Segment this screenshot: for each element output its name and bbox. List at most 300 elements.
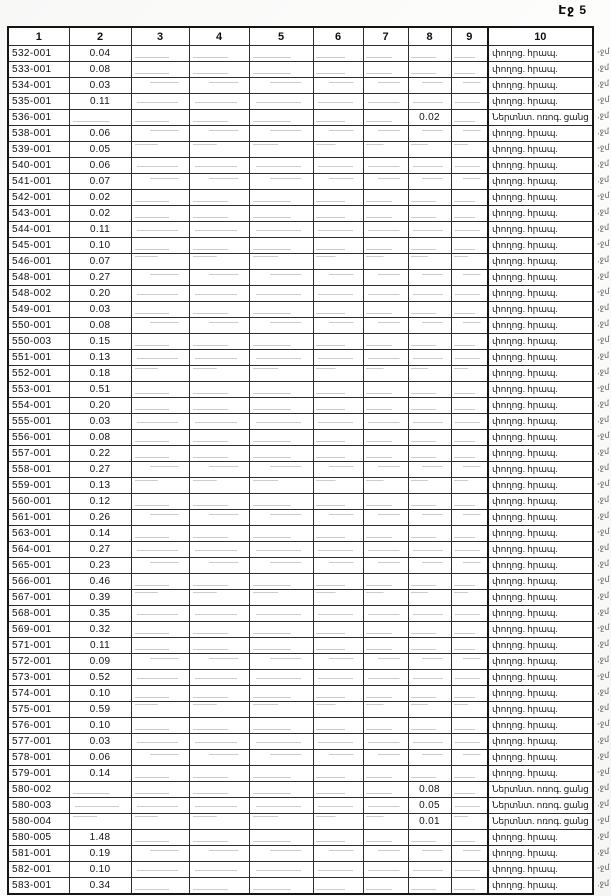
cell-value-col2: 0.27 (69, 462, 131, 478)
cell-value-col2: 0.08 (69, 62, 131, 78)
cell-code: 552-001 (8, 366, 69, 382)
cell-code: 565-001 (8, 558, 69, 574)
table-row (8, 270, 593, 286)
cell-blank (249, 254, 313, 270)
cell-value-col2: 0.22 (69, 446, 131, 462)
cell-value-col2: 0.13 (69, 478, 131, 494)
cell-blank (313, 334, 363, 350)
cell-blank (451, 46, 488, 62)
cell-blank (363, 878, 408, 895)
cell-value-col2: 0.07 (69, 174, 131, 190)
cell-blank (249, 174, 313, 190)
cell-blank (249, 222, 313, 238)
cell-blank (313, 798, 363, 814)
cell-value-col2: 0.05 (69, 142, 131, 158)
cell-blank (249, 510, 313, 526)
margin-mark: .ջմ (596, 830, 610, 841)
cell-description: փողոց. հրապ. (488, 590, 593, 606)
cell-value-col2: 0.03 (69, 734, 131, 750)
cell-blank (249, 94, 313, 110)
table-row (8, 62, 593, 78)
cell-code: 580-002 (8, 782, 69, 798)
cell-blank (249, 142, 313, 158)
cell-description: փողոց. հրապ. (488, 510, 593, 526)
cell-description: փողոց. հրապ. (488, 302, 593, 318)
cell-value-col2: 0.06 (69, 750, 131, 766)
cell-description: փողոց. հրապ. (488, 702, 593, 718)
cell-value-col2: 0.06 (69, 126, 131, 142)
cell-blank (313, 206, 363, 222)
cell-blank (313, 862, 363, 878)
cell-blank (451, 430, 488, 446)
cell-blank (363, 526, 408, 542)
cell-value-col8 (408, 254, 451, 270)
table-row (8, 622, 593, 638)
cell-blank (131, 574, 189, 590)
cell-blank (189, 222, 249, 238)
cell-value-col2: 0.02 (69, 190, 131, 206)
cell-value-col8 (408, 830, 451, 846)
cell-blank (249, 558, 313, 574)
cell-blank (131, 510, 189, 526)
cell-blank (249, 814, 313, 830)
cell-blank (451, 558, 488, 574)
cell-value-col8 (408, 222, 451, 238)
cell-code: 583-001 (8, 878, 69, 895)
cell-blank (451, 414, 488, 430)
cell-description: փողոց. հրապ. (488, 670, 593, 686)
cell-description: փողոց. հրապ. (488, 222, 593, 238)
cell-code: 566-001 (8, 574, 69, 590)
cell-description: փողոց. հրապ. (488, 654, 593, 670)
cell-blank (451, 78, 488, 94)
cell-blank (131, 782, 189, 798)
cell-blank (249, 654, 313, 670)
cell-blank (451, 334, 488, 350)
margin-mark: .ջմ (596, 846, 610, 857)
cell-code: 567-001 (8, 590, 69, 606)
cell-blank (451, 350, 488, 366)
cell-description: փողոց. հրապ. (488, 46, 593, 62)
cell-code: 563-001 (8, 526, 69, 542)
cell-blank (363, 782, 408, 798)
cell-blank (451, 222, 488, 238)
table-row (8, 878, 593, 895)
cell-blank (131, 286, 189, 302)
cell-value-col2: 0.27 (69, 270, 131, 286)
column-header-9: 9 (451, 27, 488, 46)
cell-description: փողոց. հրապ. (488, 430, 593, 446)
cell-code: 549-001 (8, 302, 69, 318)
cell-blank (249, 238, 313, 254)
margin-mark: -ջմ (596, 142, 610, 153)
cell-blank (189, 62, 249, 78)
cell-value-col2: 0.19 (69, 846, 131, 862)
cell-value-col8 (408, 78, 451, 94)
cell-code: 548-001 (8, 270, 69, 286)
margin-mark: -ջմ (596, 430, 610, 441)
cell-blank (131, 734, 189, 750)
cell-code: 560-001 (8, 494, 69, 510)
cell-value-col2: 0.06 (69, 158, 131, 174)
table-row (8, 750, 593, 766)
cell-code: 546-001 (8, 254, 69, 270)
cell-description: փողոց. հրապ. (488, 718, 593, 734)
cell-blank (363, 862, 408, 878)
cell-blank (363, 558, 408, 574)
cell-blank (451, 382, 488, 398)
cell-blank (249, 62, 313, 78)
cell-blank (313, 126, 363, 142)
cell-blank (451, 542, 488, 558)
cell-code: 542-001 (8, 190, 69, 206)
cell-code: 561-001 (8, 510, 69, 526)
cell-description: փողոց. հրապ. (488, 238, 593, 254)
cell-value-col8 (408, 510, 451, 526)
cell-blank (249, 366, 313, 382)
cell-blank (363, 254, 408, 270)
cell-blank (189, 702, 249, 718)
cell-blank (131, 398, 189, 414)
cell-blank (451, 814, 488, 830)
cell-value-col2: 0.12 (69, 494, 131, 510)
cell-blank (249, 270, 313, 286)
cell-description: փողոց. հրապ. (488, 94, 593, 110)
cell-value-col8 (408, 590, 451, 606)
cell-blank (363, 686, 408, 702)
cell-code: 568-001 (8, 606, 69, 622)
cell-code: 579-001 (8, 766, 69, 782)
cell-blank (249, 446, 313, 462)
cell-value-col8 (408, 862, 451, 878)
cell-blank (451, 478, 488, 494)
cell-blank (189, 110, 249, 126)
margin-mark: .ջմ (596, 446, 610, 457)
cell-blank (131, 494, 189, 510)
cell-code: 550-003 (8, 334, 69, 350)
cell-value-col8 (408, 270, 451, 286)
cell-value-col8 (408, 414, 451, 430)
table-row (8, 302, 593, 318)
cell-blank (451, 734, 488, 750)
cell-blank (451, 862, 488, 878)
cell-blank (451, 174, 488, 190)
margin-mark: .ջմ (596, 270, 610, 281)
cell-blank (363, 654, 408, 670)
cell-blank (189, 734, 249, 750)
cell-blank (313, 190, 363, 206)
cell-blank (189, 654, 249, 670)
table-row (8, 654, 593, 670)
cell-value-col8 (408, 318, 451, 334)
cell-blank (189, 606, 249, 622)
cell-value-col2: 0.02 (69, 206, 131, 222)
cell-blank (189, 446, 249, 462)
cell-blank (313, 350, 363, 366)
cell-blank (363, 702, 408, 718)
margin-mark: -ջմ (596, 190, 610, 201)
margin-mark: -ջմ (596, 286, 610, 297)
cell-blank (451, 366, 488, 382)
table-row (8, 510, 593, 526)
cell-value-col2: 0.03 (69, 414, 131, 430)
margin-mark: .ջմ (596, 782, 610, 793)
cell-blank (313, 622, 363, 638)
cell-blank (313, 830, 363, 846)
cell-blank (313, 750, 363, 766)
cell-description: փողոց. հրապ. (488, 382, 593, 398)
cell-blank (249, 574, 313, 590)
cell-blank (249, 190, 313, 206)
cell-code: 555-001 (8, 414, 69, 430)
cell-blank (363, 638, 408, 654)
cell-value-col8 (408, 686, 451, 702)
margin-mark: -ջմ (596, 574, 610, 585)
cell-blank (363, 382, 408, 398)
cell-blank (249, 430, 313, 446)
table-row (8, 670, 593, 686)
cell-blank (249, 110, 313, 126)
cell-blank (313, 302, 363, 318)
cell-blank (131, 302, 189, 318)
cell-blank (249, 126, 313, 142)
cell-value-col8 (408, 750, 451, 766)
cell-blank (313, 414, 363, 430)
margin-mark: .ջմ (596, 510, 610, 521)
cell-value-col2: 0.35 (69, 606, 131, 622)
cell-code: 557-001 (8, 446, 69, 462)
cell-blank (131, 590, 189, 606)
margin-mark: .ջմ (596, 62, 610, 73)
cell-blank (451, 238, 488, 254)
cell-blank (451, 254, 488, 270)
margin-mark: -ջմ (596, 622, 610, 633)
cell-blank (189, 430, 249, 446)
cell-blank (313, 286, 363, 302)
table-row (8, 494, 593, 510)
header-row (8, 27, 593, 46)
cell-value-col8 (408, 398, 451, 414)
cell-blank (189, 622, 249, 638)
cell-blank (189, 590, 249, 606)
cell-blank (363, 318, 408, 334)
cell-blank (313, 318, 363, 334)
cell-code: 533-001 (8, 62, 69, 78)
cell-blank (363, 46, 408, 62)
cell-description: փողոց. հրապ. (488, 542, 593, 558)
cell-blank (363, 238, 408, 254)
table-row (8, 462, 593, 478)
table-row (8, 686, 593, 702)
cell-blank (451, 62, 488, 78)
cell-code: 534-001 (8, 78, 69, 94)
cell-description: փողոց. հրապ. (488, 270, 593, 286)
cell-blank (189, 830, 249, 846)
cell-description: փողոց. հրապ. (488, 558, 593, 574)
cell-blank (131, 686, 189, 702)
table-row (8, 638, 593, 654)
cell-blank (131, 670, 189, 686)
cell-blank (131, 430, 189, 446)
cell-blank (313, 174, 363, 190)
cell-value-col2 (69, 110, 131, 126)
margin-mark: .ջմ (596, 638, 610, 649)
cell-blank (249, 206, 313, 222)
margin-mark: .ջմ (596, 110, 610, 121)
cell-blank (363, 430, 408, 446)
margin-mark: .ջմ (596, 254, 610, 265)
cell-blank (131, 878, 189, 895)
table-row (8, 542, 593, 558)
cell-blank (363, 158, 408, 174)
cell-value-col8 (408, 206, 451, 222)
cell-blank (363, 734, 408, 750)
cell-description: փողոց. հրապ. (488, 286, 593, 302)
cell-blank (363, 190, 408, 206)
cell-blank (451, 606, 488, 622)
cell-description: փողոց. հրապ. (488, 158, 593, 174)
cell-blank (189, 574, 249, 590)
cell-value-col2: 0.10 (69, 718, 131, 734)
cell-blank (131, 462, 189, 478)
margin-mark: .ջմ (596, 126, 610, 137)
cell-description: փողոց. հրապ. (488, 126, 593, 142)
cell-blank (451, 462, 488, 478)
margin-mark: .ջմ (596, 654, 610, 665)
cell-blank (313, 62, 363, 78)
cell-value-col2: 1.48 (69, 830, 131, 846)
cell-value-col2: 0.08 (69, 318, 131, 334)
cell-blank (249, 382, 313, 398)
cell-description: Ներտնտ. ոռոգ. ցանց (488, 798, 593, 814)
cell-blank (313, 446, 363, 462)
margin-mark: .ջմ (596, 750, 610, 761)
cell-code: 539-001 (8, 142, 69, 158)
cell-blank (313, 254, 363, 270)
cell-blank (451, 798, 488, 814)
cell-blank (249, 542, 313, 558)
cell-value-col8 (408, 622, 451, 638)
table-row (8, 430, 593, 446)
margin-mark: .ջմ (596, 734, 610, 745)
cell-blank (189, 478, 249, 494)
cell-blank (313, 462, 363, 478)
cell-code: 580-004 (8, 814, 69, 830)
cell-blank (189, 318, 249, 334)
cell-blank (249, 686, 313, 702)
cell-blank (451, 750, 488, 766)
cell-value-col8 (408, 446, 451, 462)
cell-blank (313, 46, 363, 62)
cell-blank (363, 846, 408, 862)
cell-value-col8 (408, 382, 451, 398)
cell-blank (189, 286, 249, 302)
cell-description: փողոց. հրապ. (488, 366, 593, 382)
cell-value-col8 (408, 334, 451, 350)
cell-blank (313, 766, 363, 782)
table-row (8, 382, 593, 398)
table-row (8, 446, 593, 462)
table-row (8, 222, 593, 238)
table-row (8, 110, 593, 126)
table-row (8, 798, 593, 814)
cell-code: 582-001 (8, 862, 69, 878)
cell-blank (189, 78, 249, 94)
cell-blank (189, 782, 249, 798)
cell-description: փողոց. հրապ. (488, 478, 593, 494)
cell-value-col8 (408, 190, 451, 206)
cell-blank (363, 606, 408, 622)
cell-blank (451, 158, 488, 174)
cell-blank (313, 558, 363, 574)
cell-value-col2: 0.10 (69, 238, 131, 254)
cell-description: փողոց. հրապ. (488, 398, 593, 414)
cell-value-col2: 0.52 (69, 670, 131, 686)
table-row (8, 862, 593, 878)
cell-blank (131, 190, 189, 206)
column-header-2: 2 (69, 27, 131, 46)
cell-blank (363, 398, 408, 414)
cell-description: փողոց. հրապ. (488, 206, 593, 222)
cell-blank (189, 142, 249, 158)
cell-blank (451, 190, 488, 206)
cell-description: Ներտնտ. ոռոգ. ցանց (488, 814, 593, 830)
cell-blank (189, 414, 249, 430)
margin-mark: .ջմ (596, 78, 610, 89)
cell-blank (131, 318, 189, 334)
cell-code: 544-001 (8, 222, 69, 238)
cell-code: 540-001 (8, 158, 69, 174)
cell-value-col8 (408, 846, 451, 862)
cell-blank (189, 846, 249, 862)
cell-blank (249, 78, 313, 94)
cell-blank (313, 238, 363, 254)
cell-blank (249, 766, 313, 782)
table-row (8, 526, 593, 542)
cell-blank (249, 798, 313, 814)
cell-blank (189, 718, 249, 734)
cell-blank (131, 350, 189, 366)
cell-blank (313, 686, 363, 702)
cell-description: փողոց. հրապ. (488, 350, 593, 366)
cell-blank (249, 670, 313, 686)
cell-blank (131, 526, 189, 542)
cell-value-col2: 0.15 (69, 334, 131, 350)
cell-blank (131, 638, 189, 654)
cell-code: 553-001 (8, 382, 69, 398)
cell-blank (451, 110, 488, 126)
cell-value-col2: 0.27 (69, 542, 131, 558)
cell-value-col8 (408, 462, 451, 478)
cell-description: փողոց. հրապ. (488, 190, 593, 206)
cell-blank (313, 782, 363, 798)
cell-blank (131, 334, 189, 350)
cell-blank (131, 142, 189, 158)
cell-code: 575-001 (8, 702, 69, 718)
cell-value-col8 (408, 878, 451, 895)
cell-blank (189, 766, 249, 782)
cell-blank (249, 286, 313, 302)
table-row (8, 846, 593, 862)
cell-blank (363, 510, 408, 526)
cell-blank (313, 670, 363, 686)
cell-blank (451, 846, 488, 862)
cell-value-col8 (408, 654, 451, 670)
cell-code: 556-001 (8, 430, 69, 446)
table-header-row (8, 27, 593, 46)
table-row (8, 574, 593, 590)
cell-blank (451, 142, 488, 158)
